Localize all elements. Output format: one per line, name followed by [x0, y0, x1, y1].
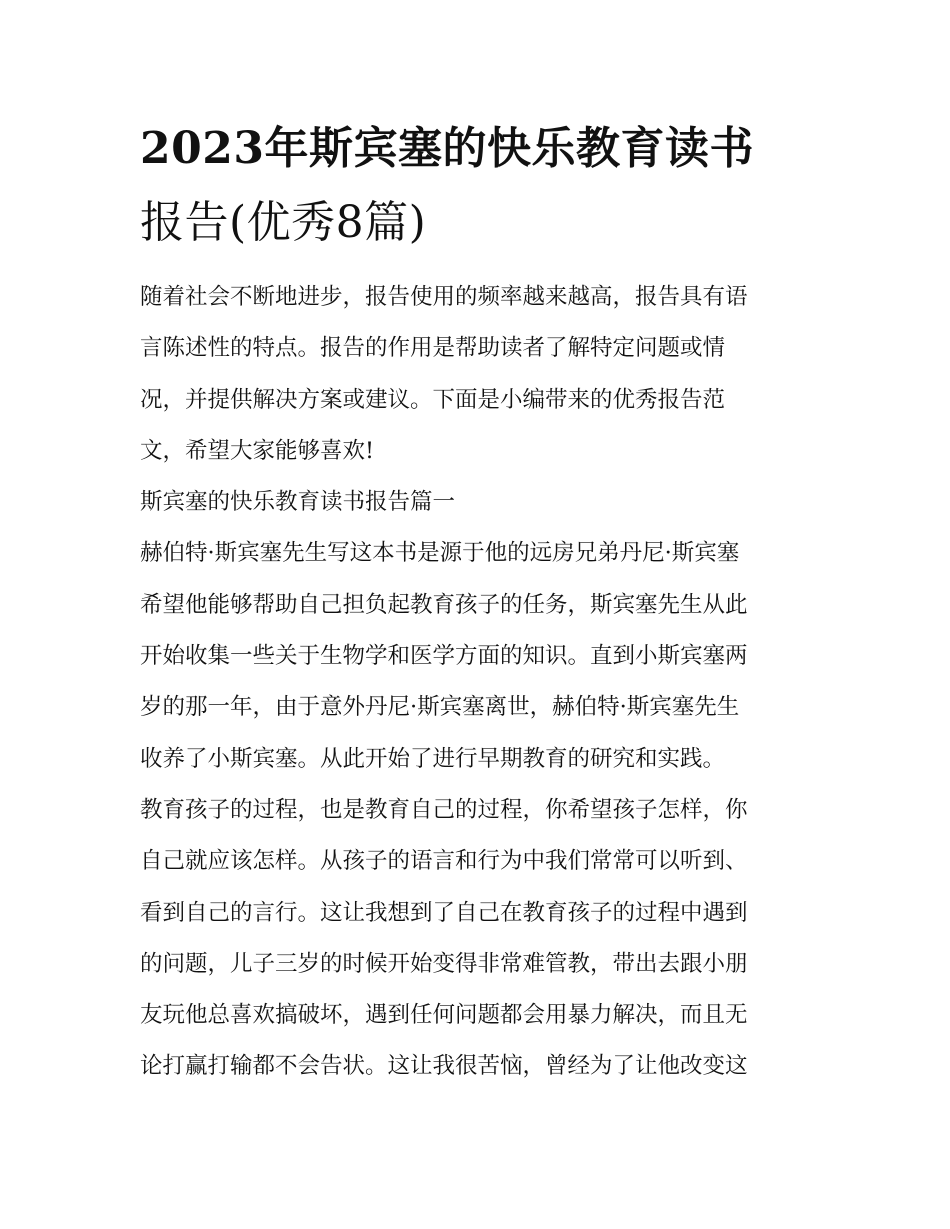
text-line: 看到自己的言行。这让我想到了自己在教育孩子的过程中遇到 [140, 899, 748, 926]
text-line: 友玩他总喜欢搞破坏，遇到任何问题都会用暴力解决，而且无 [140, 1002, 748, 1029]
document-title [140, 112, 812, 260]
text-line: 论打赢打输都不会告状。这让我很苦恼，曾经为了让他改变这 [140, 1053, 748, 1080]
text-line: 言陈述性的特点。报告的作用是帮助读者了解特定问题或情 [140, 335, 726, 362]
text-line: 教育孩子的过程，也是教育自己的过程，你希望孩子怎样，你 [140, 796, 748, 823]
text-line: 的问题，儿子三岁的时候开始变得非常难管教，带出去跟小朋 [140, 950, 748, 977]
text-line: 随着社会不断地进步，报告使用的频率越来越高，报告具有语 [140, 284, 748, 310]
text-line: 况，并提供解决方案或建议。下面是小编带来的优秀报告范 [140, 386, 726, 413]
text-line: 希望他能够帮助自己担负起教育孩子的任务，斯宾塞先生从此 [140, 591, 748, 618]
title-line-1: 2023年斯宾塞的快乐教育读书 [140, 123, 754, 174]
text-line: 开始收集一些关于生物学和医学方面的知识。直到小斯宾塞两 [140, 643, 748, 670]
document-page [140, 112, 812, 1093]
section-heading: 斯宾塞的快乐教育读书报告篇一 [140, 489, 456, 516]
text-line: 赫伯特·斯宾塞先生写这本书是源于他的远房兄弟丹尼·斯宾塞 [140, 540, 740, 567]
text-line: 收养了小斯宾塞。从此开始了进行早期教育的研究和实践。 [140, 745, 726, 772]
document-body [140, 272, 812, 1093]
text-line: 自己就应该怎样。从孩子的语言和行为中我们常常可以听到、 [140, 848, 748, 875]
text-line: 岁的那一年，由于意外丹尼·斯宾塞离世，赫伯特·斯宾塞先生 [140, 694, 740, 721]
text-line: 文，希望大家能够喜欢! [140, 437, 375, 464]
title-line-2: 报告(优秀8篇) [140, 197, 427, 248]
